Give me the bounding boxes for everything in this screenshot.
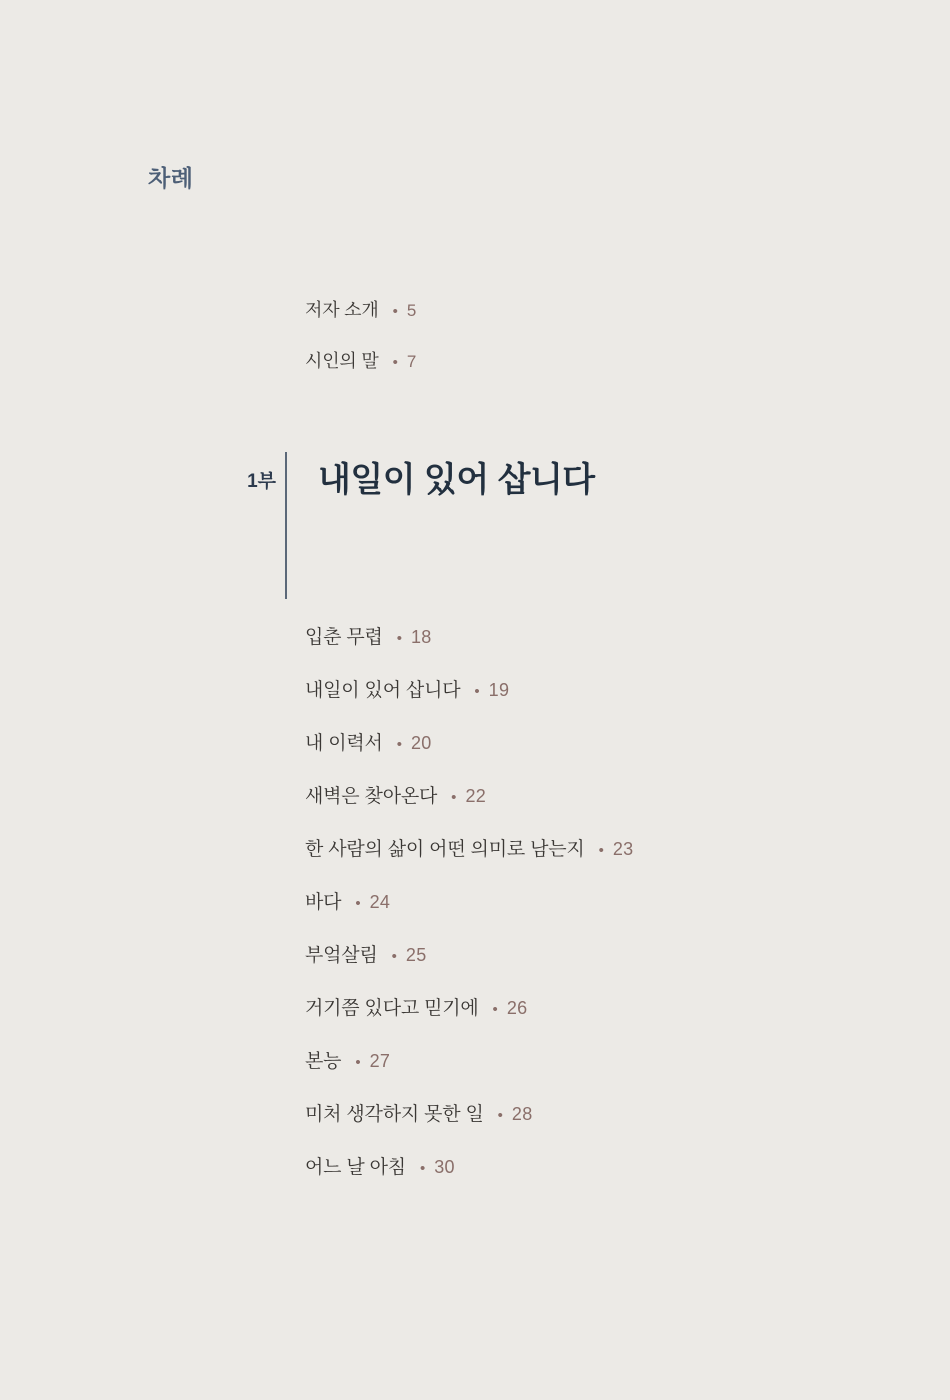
- bullet-separator-icon: •: [392, 303, 398, 320]
- list-item[interactable]: [305, 347, 865, 373]
- entry-page-number: 30: [434, 1157, 455, 1177]
- list-item[interactable]: [305, 993, 905, 1020]
- front-matter-list: [305, 296, 865, 398]
- entry-title: 부엌살림: [305, 945, 378, 966]
- entry-title: 시인의 말: [305, 351, 379, 371]
- bullet-separator-icon: •: [474, 683, 480, 700]
- entry-page-number: 27: [369, 1051, 391, 1071]
- entry-page-number: 18: [410, 627, 432, 647]
- vertical-rule-divider: [285, 452, 287, 599]
- entry-page-number: 23: [612, 839, 634, 859]
- part-title: 내일이 있어 삽니다: [318, 461, 595, 499]
- list-item[interactable]: [305, 1099, 905, 1126]
- entry-title: 본능: [305, 1051, 342, 1072]
- list-item[interactable]: [305, 1152, 905, 1179]
- entry-title: 내 이력서: [305, 733, 383, 754]
- entry-page-number: 20: [410, 733, 432, 753]
- entry-page-number: 24: [369, 892, 391, 912]
- entry-page-number: 22: [465, 786, 487, 806]
- list-item[interactable]: [305, 781, 905, 808]
- entry-title: 저자 소개: [305, 300, 379, 320]
- page-title: 차례: [148, 165, 194, 191]
- bullet-separator-icon: •: [396, 630, 402, 647]
- poem-entry-list: [305, 622, 905, 1205]
- entry-page-number: 25: [405, 945, 427, 965]
- entry-page-number: 28: [511, 1104, 533, 1124]
- part-label: 1부: [247, 471, 276, 492]
- entry-title: 바다: [305, 892, 342, 913]
- bullet-separator-icon: •: [492, 1001, 498, 1018]
- entry-page-number: 7: [406, 352, 417, 371]
- bullet-separator-icon: •: [391, 948, 397, 965]
- list-item[interactable]: [305, 1046, 905, 1073]
- list-item[interactable]: [305, 728, 905, 755]
- list-item[interactable]: [305, 675, 905, 702]
- entry-page-number: 26: [506, 998, 528, 1018]
- list-item[interactable]: [305, 887, 905, 914]
- list-item[interactable]: [305, 940, 905, 967]
- entry-title: 거기쯤 있다고 믿기에: [305, 998, 479, 1019]
- bullet-separator-icon: •: [451, 789, 457, 806]
- list-item[interactable]: [305, 622, 905, 649]
- part-heading-block: [228, 452, 868, 602]
- bullet-separator-icon: •: [497, 1107, 503, 1124]
- bullet-separator-icon: •: [392, 354, 398, 371]
- bullet-separator-icon: •: [598, 842, 604, 859]
- entry-title: 한 사람의 삶이 어떤 의미로 남는지: [305, 839, 585, 860]
- entry-title: 새벽은 찾아온다: [305, 786, 438, 807]
- bullet-separator-icon: •: [419, 1160, 426, 1177]
- bullet-separator-icon: •: [355, 895, 361, 912]
- entry-title: 입춘 무렵: [305, 627, 383, 648]
- entry-title: 내일이 있어 삽니다: [305, 680, 461, 701]
- entry-page-number: 5: [406, 301, 417, 320]
- list-item[interactable]: [305, 296, 865, 322]
- entry-page-number: 19: [488, 680, 510, 700]
- entry-title: 어느 날 아침: [305, 1157, 406, 1178]
- bullet-separator-icon: •: [355, 1054, 361, 1071]
- list-item[interactable]: [305, 834, 905, 861]
- entry-title: 미처 생각하지 못한 일: [305, 1104, 484, 1125]
- bullet-separator-icon: •: [396, 736, 402, 753]
